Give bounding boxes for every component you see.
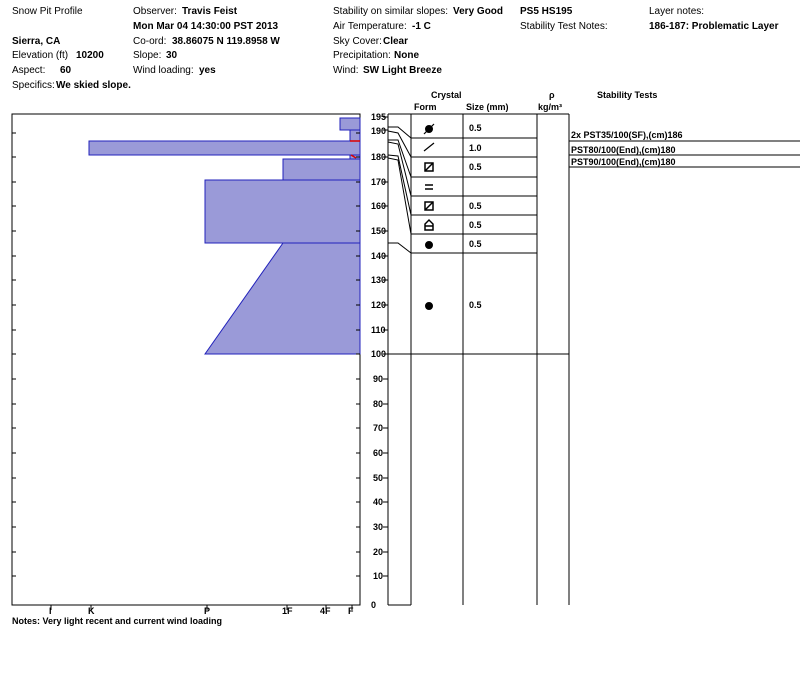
page-title: Snow Pit Profile [12,6,83,17]
stability-tests-header: Stability Tests [597,90,658,100]
coord-label: Co-ord: [133,36,167,47]
coord-value: 38.86075 N 119.8958 W [172,36,280,47]
aspect-label: Aspect: [12,65,46,76]
hardness-label-K: K [88,606,95,616]
form-header: Form [414,102,437,112]
observer-label: Observer: [133,6,177,17]
slope-value: 30 [166,50,178,61]
stability-notes-label: Stability Test Notes: [520,21,608,32]
hardness-label-1F: 1F [282,606,293,616]
hardness-layer-3 [89,141,360,155]
crust-icon [425,185,433,189]
layer-connectors [388,127,411,253]
depth-label-120: 120 [371,300,387,310]
stability-value: Very Good [453,6,504,17]
depth-label-160: 160 [371,201,387,211]
depth-label-130: 130 [371,275,387,285]
depth-label-170: 170 [371,177,387,187]
rounded-icon [426,242,433,249]
hardness-layer-6 [205,180,360,243]
depth-label-80: 80 [373,399,384,409]
rho-header: ρ [549,90,555,100]
elevation-value: 10200 [76,50,104,61]
depth-label-190: 190 [371,126,387,136]
left-ticks [12,133,16,576]
sky-value: Clear [383,36,409,47]
wind-value: SW Light Breeze [363,65,442,76]
specifics-label: Specifics: [12,80,55,91]
elevation-label: Elevation (ft) [12,50,69,61]
aspect-value: 60 [60,65,72,76]
observer-value: Travis Feist [182,6,238,17]
datetime: Mon Mar 04 14:30:00 PST 2013 [133,21,279,32]
crystal-forms [424,124,434,310]
layer-size-6: 0.5 [469,220,482,230]
ps-value: PS5 HS195 [520,6,573,17]
layer-size-3: 0.5 [469,162,482,172]
size-header: Size (mm) [466,102,509,112]
stability-test-3: PST90/100(End),(cm)180 [571,157,676,167]
wind-label: Wind: [333,65,359,76]
faceted-icon-2 [425,202,433,210]
hardness-layer-2 [350,130,360,141]
wind-loading-label: Wind loading: [133,65,194,76]
crystal-header: Crystal [431,90,462,100]
hardness-label-F: F [348,606,354,616]
rounding-faceted-icon [424,124,434,134]
precip-label: Precipitation: [333,50,391,61]
depth-label-180: 180 [371,152,387,162]
slope-label: Slope: [133,50,162,61]
notes: Notes: Very light recent and current wind loading [12,616,223,626]
depth-label-100: 100 [371,349,387,359]
hardness-label-I: I [49,606,52,616]
air-temp-label: Air Temperature: [333,21,407,32]
depth-label-10: 10 [373,571,384,581]
layer-notes-value: 186-187: Problematic Layer [649,21,779,32]
precip-value: None [394,50,419,61]
layer-size-5: 0.5 [469,201,482,211]
hardness-layer-7 [205,243,360,354]
layer-notes-label: Layer notes: [649,6,705,17]
layer-size-2: 1.0 [469,143,482,153]
stability-test-1: 2x PST35/100(SF),(cm)186 [571,130,683,140]
depth-label-50: 50 [373,473,384,483]
hardness-layer-1 [340,118,360,130]
wind-loading-value: yes [199,65,216,76]
depth-label-20: 20 [373,547,384,557]
depth-hoar-icon [425,220,433,230]
specifics-value: We skied slope. [56,80,131,91]
depth-label-30: 30 [373,522,384,532]
stability-label: Stability on similar slopes: [333,6,449,17]
depth-label-140: 140 [371,251,387,261]
depth-label-110: 110 [371,325,386,335]
depth-label-150: 150 [371,226,387,236]
depth-label-40: 40 [373,497,384,507]
hardness-layer-5 [283,159,360,180]
layer-size-7: 0.5 [469,239,482,249]
hardness-ticks [51,605,352,610]
layer-size-8: 0.5 [469,300,482,310]
depth-label-195: 195 [371,112,387,122]
rho-unit-header: kg/m³ [538,102,563,112]
faceted-icon [425,163,433,171]
rounded-icon-2 [426,303,433,310]
depth-label-60: 60 [373,448,384,458]
location: Sierra, CA [12,36,61,47]
hardness-label-4F: 4F [320,606,331,616]
air-temp-value: -1 C [412,21,431,32]
sky-label: Sky Cover: [333,36,382,47]
stability-test-2: PST80/100(End),(cm)180 [571,145,676,155]
depth-label-70: 70 [373,423,384,433]
depth-label-90: 90 [373,374,384,384]
decomposing-icon [424,143,434,151]
depth-label-0: 0 [371,600,377,610]
layer-size-1: 0.5 [469,123,482,133]
hardness-label-P: P [204,606,211,616]
